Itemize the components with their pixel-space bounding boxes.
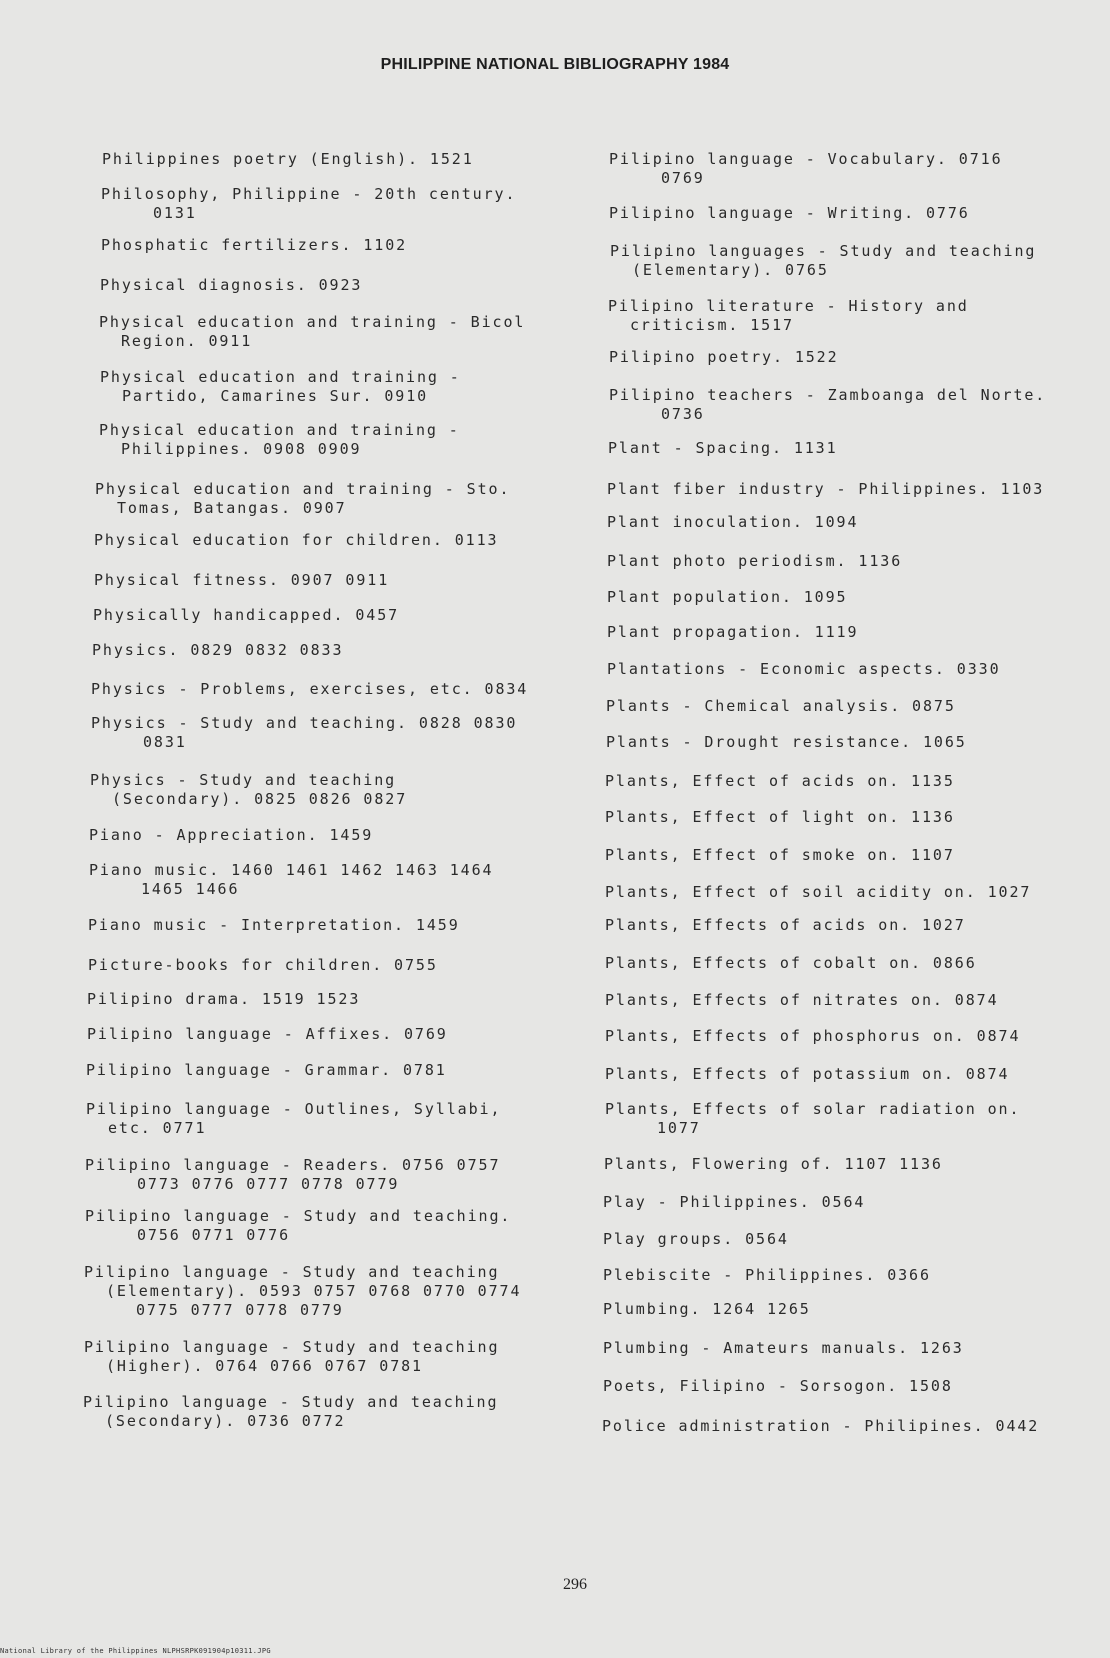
index-entry-continuation: 0831	[143, 733, 187, 751]
index-entry	[603, 1300, 811, 1319]
index-entry	[93, 606, 399, 625]
index-entry	[91, 714, 517, 752]
index-entry-heading: Plant propagation. 1119	[607, 623, 859, 641]
index-entry	[95, 480, 510, 518]
index-entry-heading: Pilipino language - Affixes. 0769	[87, 1025, 448, 1043]
index-entry-heading: Play groups. 0564	[603, 1230, 789, 1248]
index-entry	[85, 1207, 511, 1245]
index-entry-heading: Piano music - Interpretation. 1459	[88, 916, 460, 934]
index-entry	[605, 772, 955, 791]
index-entry-heading: Pilipino poetry. 1522	[609, 348, 839, 366]
index-entry	[85, 1156, 500, 1194]
index-entry-heading: Plants - Drought resistance. 1065	[606, 733, 967, 751]
index-entry	[605, 1100, 1020, 1138]
index-entry-heading: Pilipino languages - Study and teaching	[610, 242, 1037, 260]
index-entry	[606, 697, 956, 716]
index-entry-continuation: 0756 0771 0776	[137, 1226, 291, 1244]
index-entry-continuation: criticism. 1517	[630, 316, 794, 334]
index-entry	[605, 846, 955, 865]
index-entry	[87, 990, 360, 1009]
index-entry-heading: Picture-books for children. 0755	[88, 956, 438, 974]
index-entry-heading: Pilipino language - Outlines, Syllabi,	[86, 1100, 502, 1118]
index-entry	[603, 1339, 964, 1358]
index-entry	[90, 771, 407, 809]
index-entry	[94, 571, 389, 590]
index-entry-heading: Pilipino language - Grammar. 0781	[86, 1061, 447, 1079]
index-entry	[89, 826, 373, 845]
index-entry-heading: Pilipino literature - History and	[608, 297, 969, 315]
index-entry-continuation: (Secondary). 0825 0826 0827	[112, 790, 408, 808]
index-entry-heading: Plant inoculation. 1094	[607, 513, 859, 531]
index-entry-heading: Plantations - Economic aspects. 0330	[607, 660, 1001, 678]
index-entry	[94, 531, 498, 550]
index-entry-continuation: (Elementary). 0765	[632, 261, 829, 279]
index-entry	[609, 348, 839, 367]
index-entry-heading: Plant - Spacing. 1131	[608, 439, 838, 457]
index-entry	[609, 386, 1046, 424]
index-entry	[607, 480, 1044, 499]
index-entry-heading: Pilipino drama. 1519 1523	[87, 990, 361, 1008]
index-entry	[84, 1338, 499, 1376]
index-entry-continuation: 0736	[661, 405, 705, 423]
index-entry	[83, 1393, 498, 1431]
index-entry	[605, 1027, 1020, 1046]
index-entry	[86, 1100, 501, 1138]
index-entry-continuation: (Higher). 0764 0766 0767 0781	[106, 1357, 423, 1375]
index-entry-heading: Plants, Effects of potassium on. 0874	[605, 1065, 1010, 1083]
index-entry-heading: Plants, Flowering of. 1107 1136	[604, 1155, 943, 1173]
index-entry	[602, 1417, 1039, 1436]
index-entry	[609, 150, 1003, 188]
index-entry	[89, 861, 493, 899]
index-entry-continuation: 0131	[153, 204, 197, 222]
index-entry-heading: Physical fitness. 0907 0911	[94, 571, 390, 589]
index-entry	[607, 588, 847, 607]
index-entry-heading: Physics - Problems, exercises, etc. 0834	[91, 680, 529, 698]
index-entry	[608, 439, 838, 458]
index-entry	[101, 185, 516, 223]
index-entry-heading: Plebiscite - Philippines. 0366	[603, 1266, 931, 1284]
index-entry-continuation: Region. 0911	[121, 332, 253, 350]
scan-footer: National Library of the Philippines NLPHSRPK091904p10311.JPG	[0, 1647, 271, 1655]
index-entry	[607, 623, 858, 642]
index-entry	[102, 150, 474, 169]
index-entry-heading: Physical education and training - Bicol	[99, 313, 526, 331]
index-entry-heading: Phosphatic fertilizers. 1102	[101, 236, 408, 254]
index-entry-heading: Piano music. 1460 1461 1462 1463 1464	[89, 861, 494, 879]
index-entry	[605, 991, 999, 1010]
index-entry-heading: Pilipino language - Writing. 0776	[609, 204, 970, 222]
index-entry-heading: Physical education for children. 0113	[94, 531, 499, 549]
index-entry-heading: Physics - Study and teaching. 0828 0830	[91, 714, 518, 732]
index-entry	[88, 956, 438, 975]
index-entry	[88, 916, 460, 935]
index-entry-continuation: 0769	[661, 169, 705, 187]
index-entry	[99, 313, 525, 351]
index-entry-heading: Pilipino language - Study and teaching.	[85, 1207, 512, 1225]
index-entry	[603, 1230, 789, 1249]
index-entry	[603, 1377, 953, 1396]
index-entry-heading: Plumbing. 1264 1265	[603, 1300, 811, 1318]
index-entry-heading: Philosophy, Philippine - 20th century.	[101, 185, 517, 203]
index-entry	[91, 680, 528, 699]
index-entry-heading: Philippines poetry (English). 1521	[102, 150, 474, 168]
page-number: 296	[563, 1576, 587, 1593]
index-entry	[86, 1061, 447, 1080]
index-entry	[605, 883, 1031, 902]
index-entry-heading: Physically handicapped. 0457	[93, 606, 400, 624]
index-entry-continuation: Partido, Camarines Sur. 0910	[122, 387, 429, 405]
index-entry-heading: Plants, Effects of acids on. 1027	[605, 916, 966, 934]
index-entry-continuation: 1465 1466	[141, 880, 240, 898]
index-entry-continuation: Philippines. 0908 0909	[121, 440, 362, 458]
index-entry	[603, 1193, 865, 1212]
index-entry-continuation: 0773 0776 0777 0778 0779	[137, 1175, 400, 1193]
index-entry-heading: Plumbing - Amateurs manuals. 1263	[603, 1339, 964, 1357]
index-entry-heading: Physical education and training -	[100, 368, 461, 386]
index-entry-heading: Physical diagnosis. 0923	[100, 276, 363, 294]
index-entry	[101, 236, 407, 255]
index-entry-heading: Poets, Filipino - Sorsogon. 1508	[603, 1377, 953, 1395]
index-entry-heading: Police administration - Philipines. 0442	[602, 1417, 1040, 1435]
index-entry-heading: Physics - Study and teaching	[90, 771, 397, 789]
index-entry	[87, 1025, 448, 1044]
index-entry-heading: Plant photo periodism. 1136	[607, 552, 903, 570]
index-entry-heading: Plants, Effects of cobalt on. 0866	[605, 954, 977, 972]
index-entry	[609, 204, 970, 223]
index-entry	[605, 808, 955, 827]
index-entry	[605, 954, 977, 973]
index-entry	[607, 552, 902, 571]
index-entry-heading: Plant population. 1095	[607, 588, 848, 606]
index-entry-continuation: etc. 0771	[108, 1119, 207, 1137]
index-entry-heading: Play - Philippines. 0564	[603, 1193, 866, 1211]
index-entry	[603, 1266, 931, 1285]
index-entry-heading: Pilipino language - Study and teaching	[83, 1393, 499, 1411]
index-entry-continuation: Tomas, Batangas. 0907	[117, 499, 347, 517]
index-entry-heading: Plants - Chemical analysis. 0875	[606, 697, 956, 715]
index-entry	[99, 421, 460, 459]
index-entry-heading: Plants, Effect of smoke on. 1107	[605, 846, 955, 864]
index-entry	[608, 297, 969, 335]
page-title: PHILIPPINE NATIONAL BIBLIOGRAPHY 1984	[380, 56, 730, 73]
index-entry-heading: Physical education and training - Sto.	[95, 480, 511, 498]
index-entry-heading: Pilipino teachers - Zamboanga del Norte.	[609, 386, 1047, 404]
index-entry	[610, 242, 1036, 280]
index-entry-continuation: 1077	[657, 1119, 701, 1137]
index-entry	[100, 368, 461, 406]
index-entry	[100, 276, 362, 295]
index-entry	[605, 916, 966, 935]
index-entry-heading: Pilipino language - Study and teaching	[84, 1263, 500, 1281]
index-entry-heading: Pilipino language - Readers. 0756 0757	[85, 1156, 501, 1174]
index-entry-continuation: (Elementary). 0593 0757 0768 0770 0774	[106, 1282, 522, 1300]
index-entry	[607, 513, 858, 532]
index-entry-heading: Piano - Appreciation. 1459	[89, 826, 374, 844]
index-entry-heading: Plants, Effects of nitrates on. 0874	[605, 991, 999, 1009]
index-entry-heading: Plants, Effect of light on. 1136	[605, 808, 955, 826]
index-entry-heading: Plants, Effects of solar radiation on.	[605, 1100, 1021, 1118]
index-entry-heading: Plants, Effect of soil acidity on. 1027	[605, 883, 1032, 901]
index-entry	[605, 1065, 1009, 1084]
index-entry-continuation: (Secondary). 0736 0772	[105, 1412, 346, 1430]
index-entry	[606, 733, 967, 752]
index-entry	[604, 1155, 943, 1174]
index-entry-continuation: 0775 0777 0778 0779	[136, 1301, 344, 1319]
index-entry-heading: Physics. 0829 0832 0833	[92, 641, 344, 659]
index-entry	[84, 1263, 521, 1320]
index-entry-heading: Plants, Effect of acids on. 1135	[605, 772, 955, 790]
index-entry-heading: Physical education and training -	[99, 421, 460, 439]
index-entry	[92, 641, 343, 660]
index-entry-heading: Pilipino language - Study and teaching	[84, 1338, 500, 1356]
index-entry-heading: Plant fiber industry - Philippines. 1103	[607, 480, 1045, 498]
index-entry-heading: Plants, Effects of phosphorus on. 0874	[605, 1027, 1021, 1045]
index-entry	[607, 660, 1001, 679]
index-entry-heading: Pilipino language - Vocabulary. 0716	[609, 150, 1003, 168]
